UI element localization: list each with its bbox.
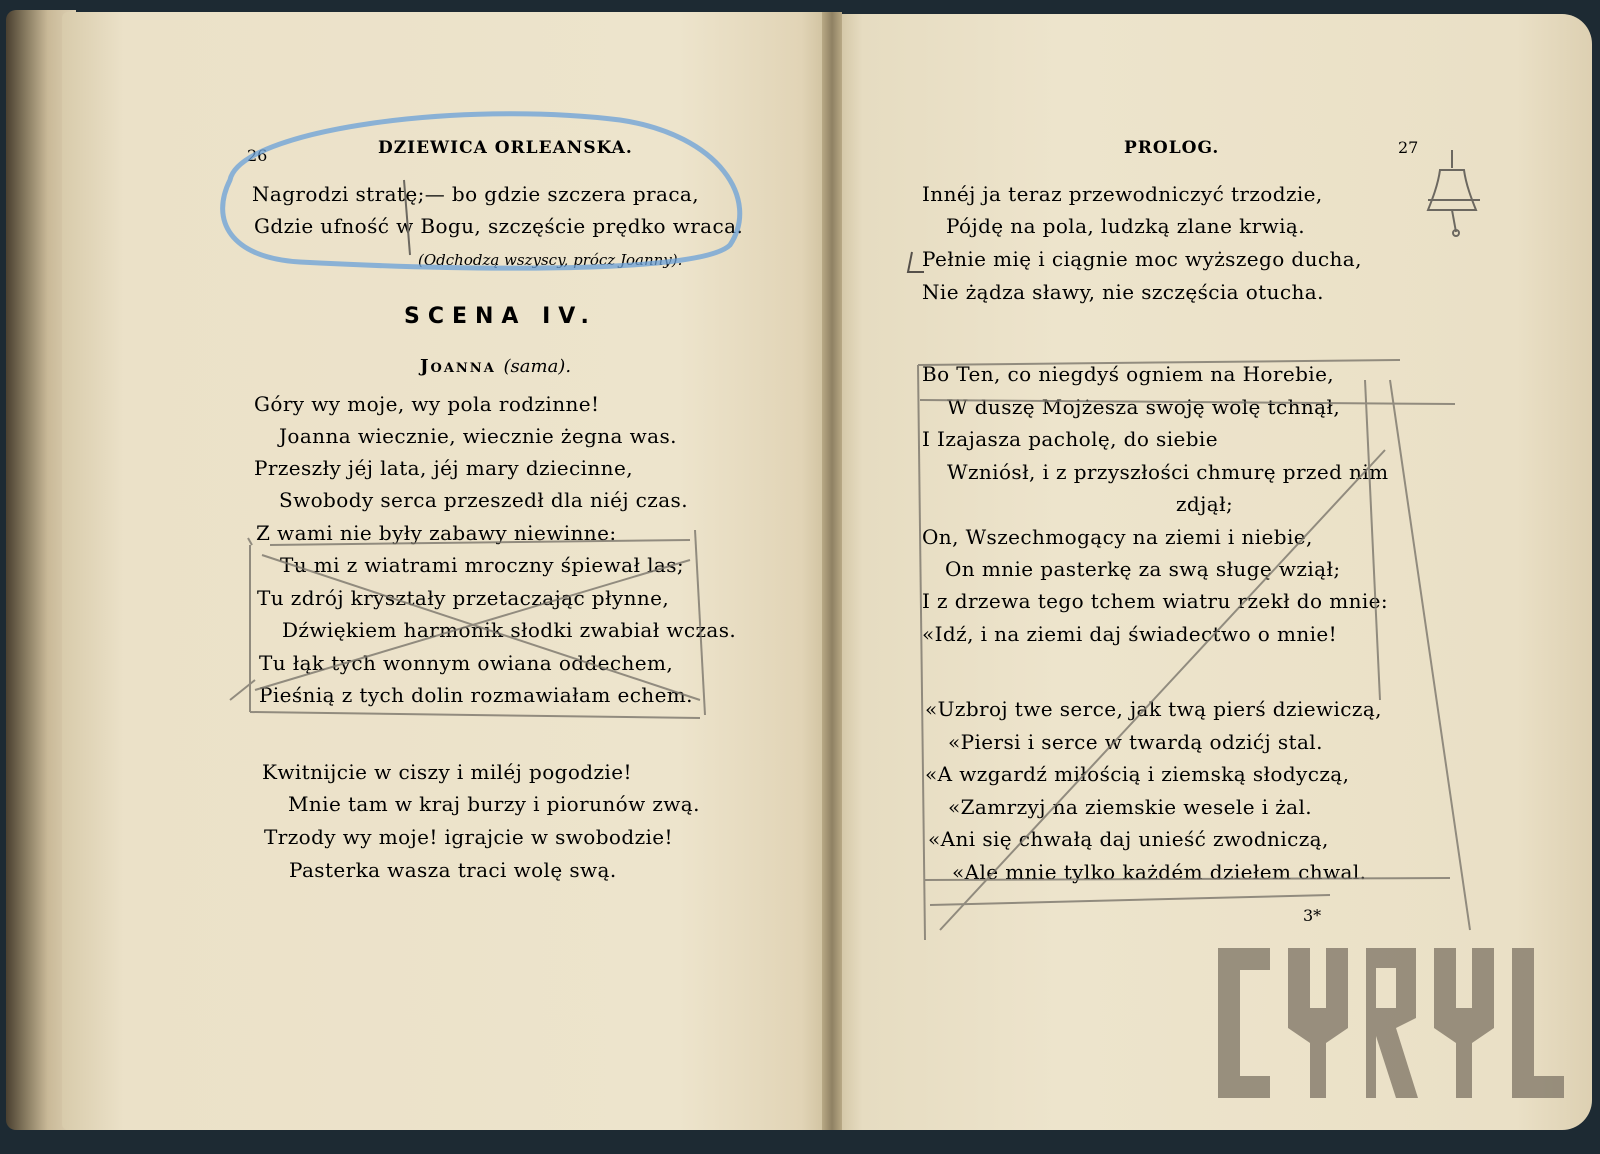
verse-line: Pójdę na pola, ludzką zlane krwią. [946,214,1305,238]
verse-line: I z drzewa tego tchem wiatru rzekł do mnie: [922,589,1389,613]
verse-line: «Ale mnie tylko każdém dziełem chwal. [952,860,1367,884]
verse-line: On, Wszechmogący na ziemi i niebie, [922,525,1313,549]
verse-line: «Idź, i na ziemi daj świadectwo o mnie! [922,622,1338,646]
speaker-note: (sama). [503,356,572,377]
verse-line: W duszę Mojżesza swoję wolę tchnął, [947,395,1341,419]
verse-line: Z wami nie były zabawy niewinne: [256,521,617,545]
speaker-name: Joanna [420,356,496,377]
verse-line: Trzody wy moje! igrajcie w swobodzie! [264,825,673,849]
verse-line: zdjął; [1176,492,1234,516]
signature-mark: 3* [1303,906,1322,925]
verse-line: Pasterka wasza traci wolę swą. [289,858,617,882]
speaker-heading [420,356,571,377]
verse-line: Pieśnią z tych dolin rozmawiałam echem. [259,683,693,707]
verse-line: Bo Ten, co niegdyś ogniem na Horebie, [922,362,1335,386]
cyryl-watermark-logo [1218,948,1578,1098]
left-page-number: 26 [247,146,268,165]
verse-line: Przeszły jéj lata, jéj mary dziecinne, [254,456,633,480]
gutter [822,12,842,1130]
verse-line: Tu łąk tych wonnym owiana oddechem, [259,651,674,675]
verse-line: Pełnie mię i ciągnie moc wyższego ducha, [922,247,1362,271]
verse-line: Nagrodzi stratę;— bo gdzie szczera praca, [252,182,699,206]
verse-line: Tu mi z wiatrami mroczny śpiewał las; [280,553,685,577]
verse-line: Gdzie ufność w Bogu, szczęście prędko wraca. [254,214,744,238]
scene-title: SCENA IV. [404,304,597,329]
verse-line: Wzniósł, i z przyszłości chmurę przed nim [947,460,1389,484]
verse-line: «Ani się chwałą daj unieść zwodniczą, [928,827,1329,851]
verse-line: «Piersi i serce w twardą odzićj stal. [948,730,1323,754]
verse-line: I Izajasza pacholę, do siebie [922,427,1218,451]
verse-line: Joanna wiecznie, wiecznie żegna was. [279,424,677,448]
stage-direction: (Odchodzą wszyscy, prócz Joanny). [418,251,683,269]
verse-line: «Uzbroj twe serce, jak twą pierś dziewiczą, [925,697,1382,721]
verse-line: Góry wy moje, wy pola rodzinne! [254,392,600,416]
verse-line: On mnie pasterkę za swą sługę wziął; [945,557,1341,581]
verse-line: Dźwiękiem harmonik słodki zwabiał wczas. [282,618,737,642]
verse-line: Swobody serca przeszedł dla niéj czas. [279,488,688,512]
verse-line: «A wzgardź miłością i ziemską słodyczą, [925,762,1350,786]
right-running-head: PROLOG. [1124,138,1220,158]
right-page-number: 27 [1398,138,1419,157]
left-running-head: DZIEWICA ORLEANSKA. [378,138,633,158]
verse-line: «Zamrzyj na ziemskie wesele i żal. [948,795,1313,819]
verse-line: Innéj ja teraz przewodniczyć trzodzie, [922,182,1323,206]
verse-line: Tu zdrój kryształy przetaczając płynne, [257,586,670,610]
verse-line: Nie żądza sławy, nie szczęścia otucha. [922,280,1324,304]
verse-line: Mnie tam w kraj burzy i piorunów zwą. [288,792,700,816]
verse-line: Kwitnijcie w ciszy i miléj pogodzie! [262,760,632,784]
